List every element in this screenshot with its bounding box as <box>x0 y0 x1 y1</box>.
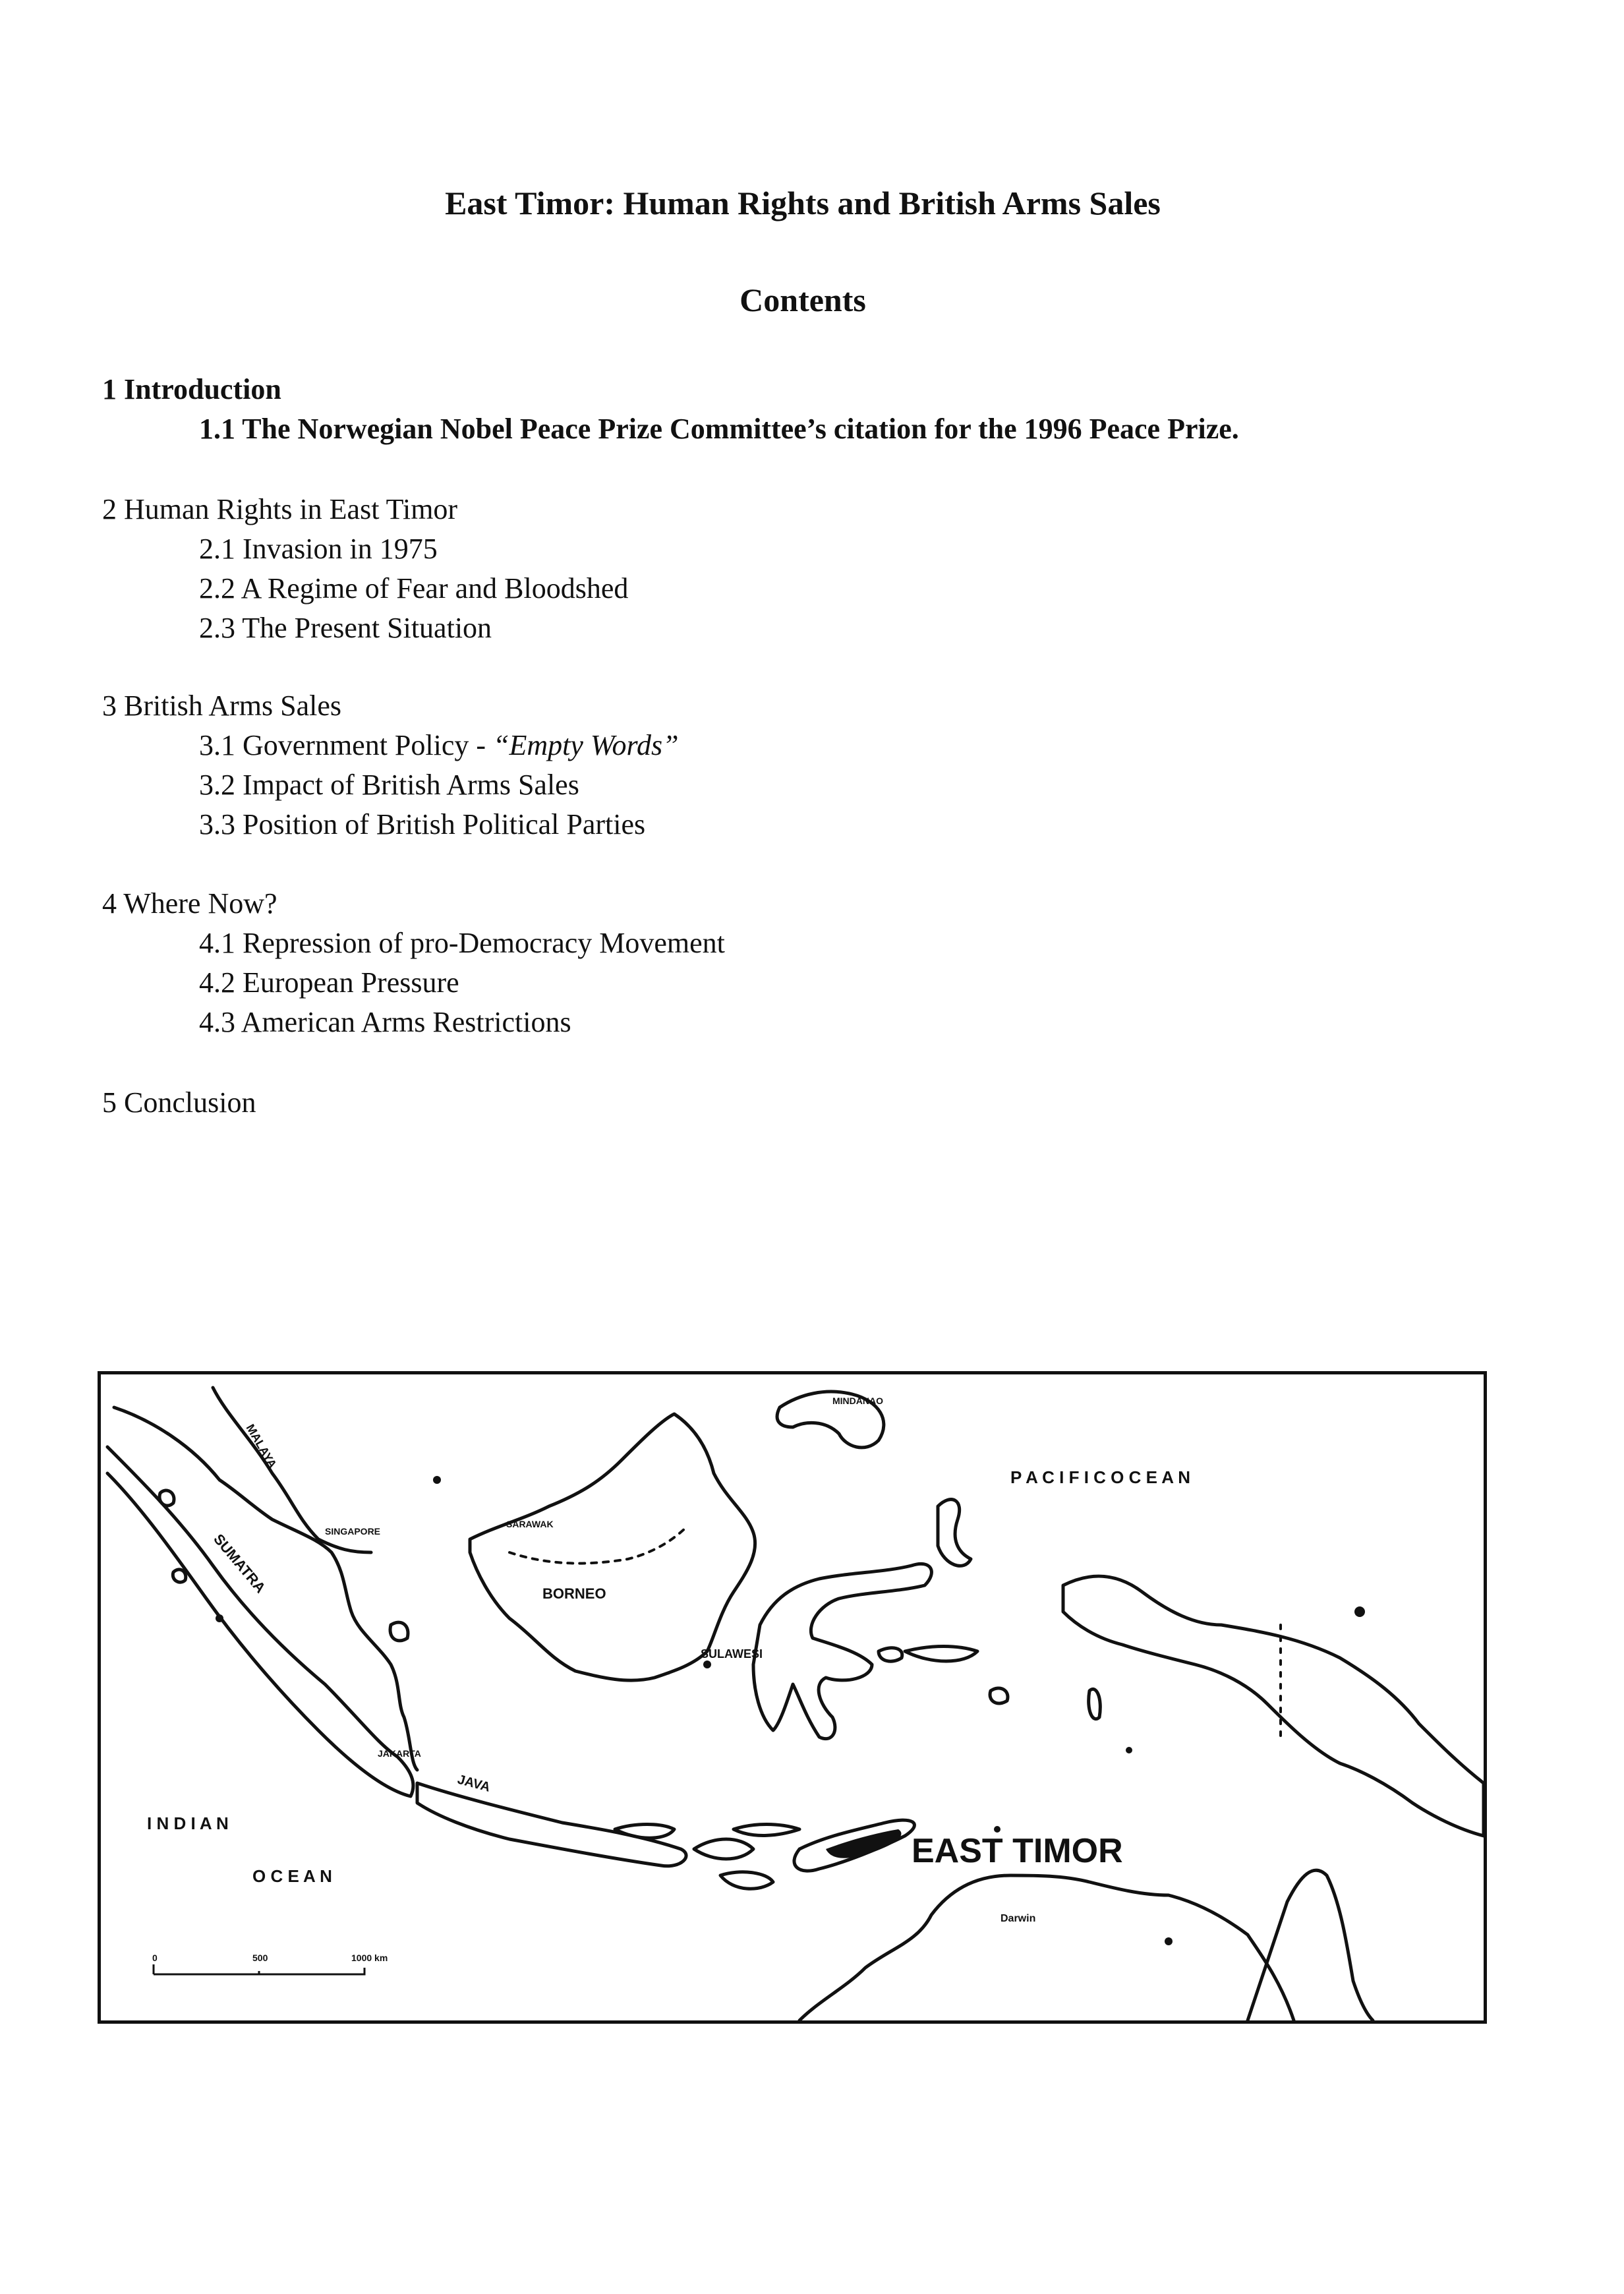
islet-b <box>173 1570 185 1582</box>
dot-5 <box>1126 1747 1132 1753</box>
malaya-label: MALAYA <box>243 1422 279 1471</box>
toc-subsection-3-1-quote: “Empty Words” <box>493 729 679 761</box>
toc-section-5: 5 Conclusion <box>102 1086 256 1119</box>
buru <box>879 1648 902 1661</box>
toc-section-4: 4 Where Now? <box>102 887 277 920</box>
aru-island <box>1089 1689 1101 1719</box>
contents-heading: Contents <box>740 281 866 318</box>
east-timor-label: EAST TIMOR <box>912 1832 1123 1870</box>
dot-3 <box>703 1661 711 1668</box>
darwin-label: Darwin <box>1000 1913 1036 1924</box>
java-label: JAVA <box>455 1772 492 1795</box>
islet-c <box>990 1688 1008 1703</box>
toc-subsection-2-2: 2.2 A Regime of Fear and Bloodshed <box>199 572 629 604</box>
sumba-island <box>720 1872 773 1889</box>
scale-zero: 0 <box>152 1953 158 1963</box>
toc-subsection-4-2: 4.2 European Pressure <box>199 966 459 999</box>
east-timor-map <box>98 1371 1487 2024</box>
toc-subsection-2-3: 2.3 The Present Situation <box>199 612 492 644</box>
dot-7 <box>1354 1606 1365 1617</box>
toc-section-2: 2 Human Rights in East Timor <box>102 493 458 525</box>
toc-subsection-3-1-prefix: 3.1 Government Policy - <box>199 729 494 761</box>
halmahera <box>938 1500 971 1566</box>
toc-subsection-3-3: 3.3 Position of British Political Parties <box>199 808 646 840</box>
sarawak-label: SARAWAK <box>506 1519 554 1529</box>
dot-2 <box>216 1614 223 1622</box>
indian-label: I N D I A N <box>147 1813 229 1833</box>
jakarta-label: JAKARTA <box>378 1748 421 1759</box>
dot-1 <box>433 1476 441 1484</box>
pacific-ocean-label: P A C I F I C O C E A N <box>1010 1467 1191 1487</box>
dot-6 <box>1165 1937 1173 1945</box>
toc-subsection-4-1: 4.1 Repression of pro-Democracy Movement <box>199 927 725 959</box>
borneo-border <box>509 1526 687 1564</box>
toc-subsection-2-1: 2.1 Invasion in 1975 <box>199 533 438 565</box>
cape-york <box>1248 1870 1373 2020</box>
lesser-sunda-1 <box>694 1839 753 1859</box>
sumatra-island <box>107 1447 413 1796</box>
mindanao-label: MINDANAO <box>832 1396 883 1406</box>
toc-section-3: 3 British Arms Sales <box>102 690 342 722</box>
borneo-label: BORNEO <box>542 1585 606 1602</box>
lesser-sunda-2 <box>734 1825 799 1836</box>
toc-subsection-3-1 <box>199 727 679 764</box>
scale-mid: 500 <box>252 1953 268 1963</box>
document-title: East Timor: Human Rights and British Arms Sales <box>445 185 1161 221</box>
singapore-label: SINGAPORE <box>325 1526 381 1537</box>
sulawesi-label: SULAWESI <box>701 1647 763 1661</box>
scale-end: 1000 km <box>351 1953 388 1963</box>
islet-a <box>160 1490 174 1506</box>
australia-coast <box>799 1875 1294 2020</box>
toc-subsection-1-1: 1.1 The Norwegian Nobel Peace Prize Committee’s citation for the 1996 Peace Prize. <box>199 413 1239 445</box>
toc-subsection-3-2: 3.2 Impact of British Arms Sales <box>199 769 579 801</box>
seram <box>905 1647 977 1662</box>
bangka-island <box>390 1622 408 1641</box>
ocean-label: O C E A N <box>252 1866 332 1886</box>
new-guinea-island <box>1063 1576 1484 1836</box>
map-drawing <box>101 1374 1484 2020</box>
scale-bar <box>154 1964 364 1974</box>
toc-subsection-4-3: 4.3 American Arms Restrictions <box>199 1006 571 1038</box>
flores-island <box>615 1825 674 1838</box>
borneo-island <box>470 1414 755 1680</box>
sumatra-label: SUMATRA <box>210 1531 269 1597</box>
toc-section-1: 1 Introduction <box>102 373 281 405</box>
